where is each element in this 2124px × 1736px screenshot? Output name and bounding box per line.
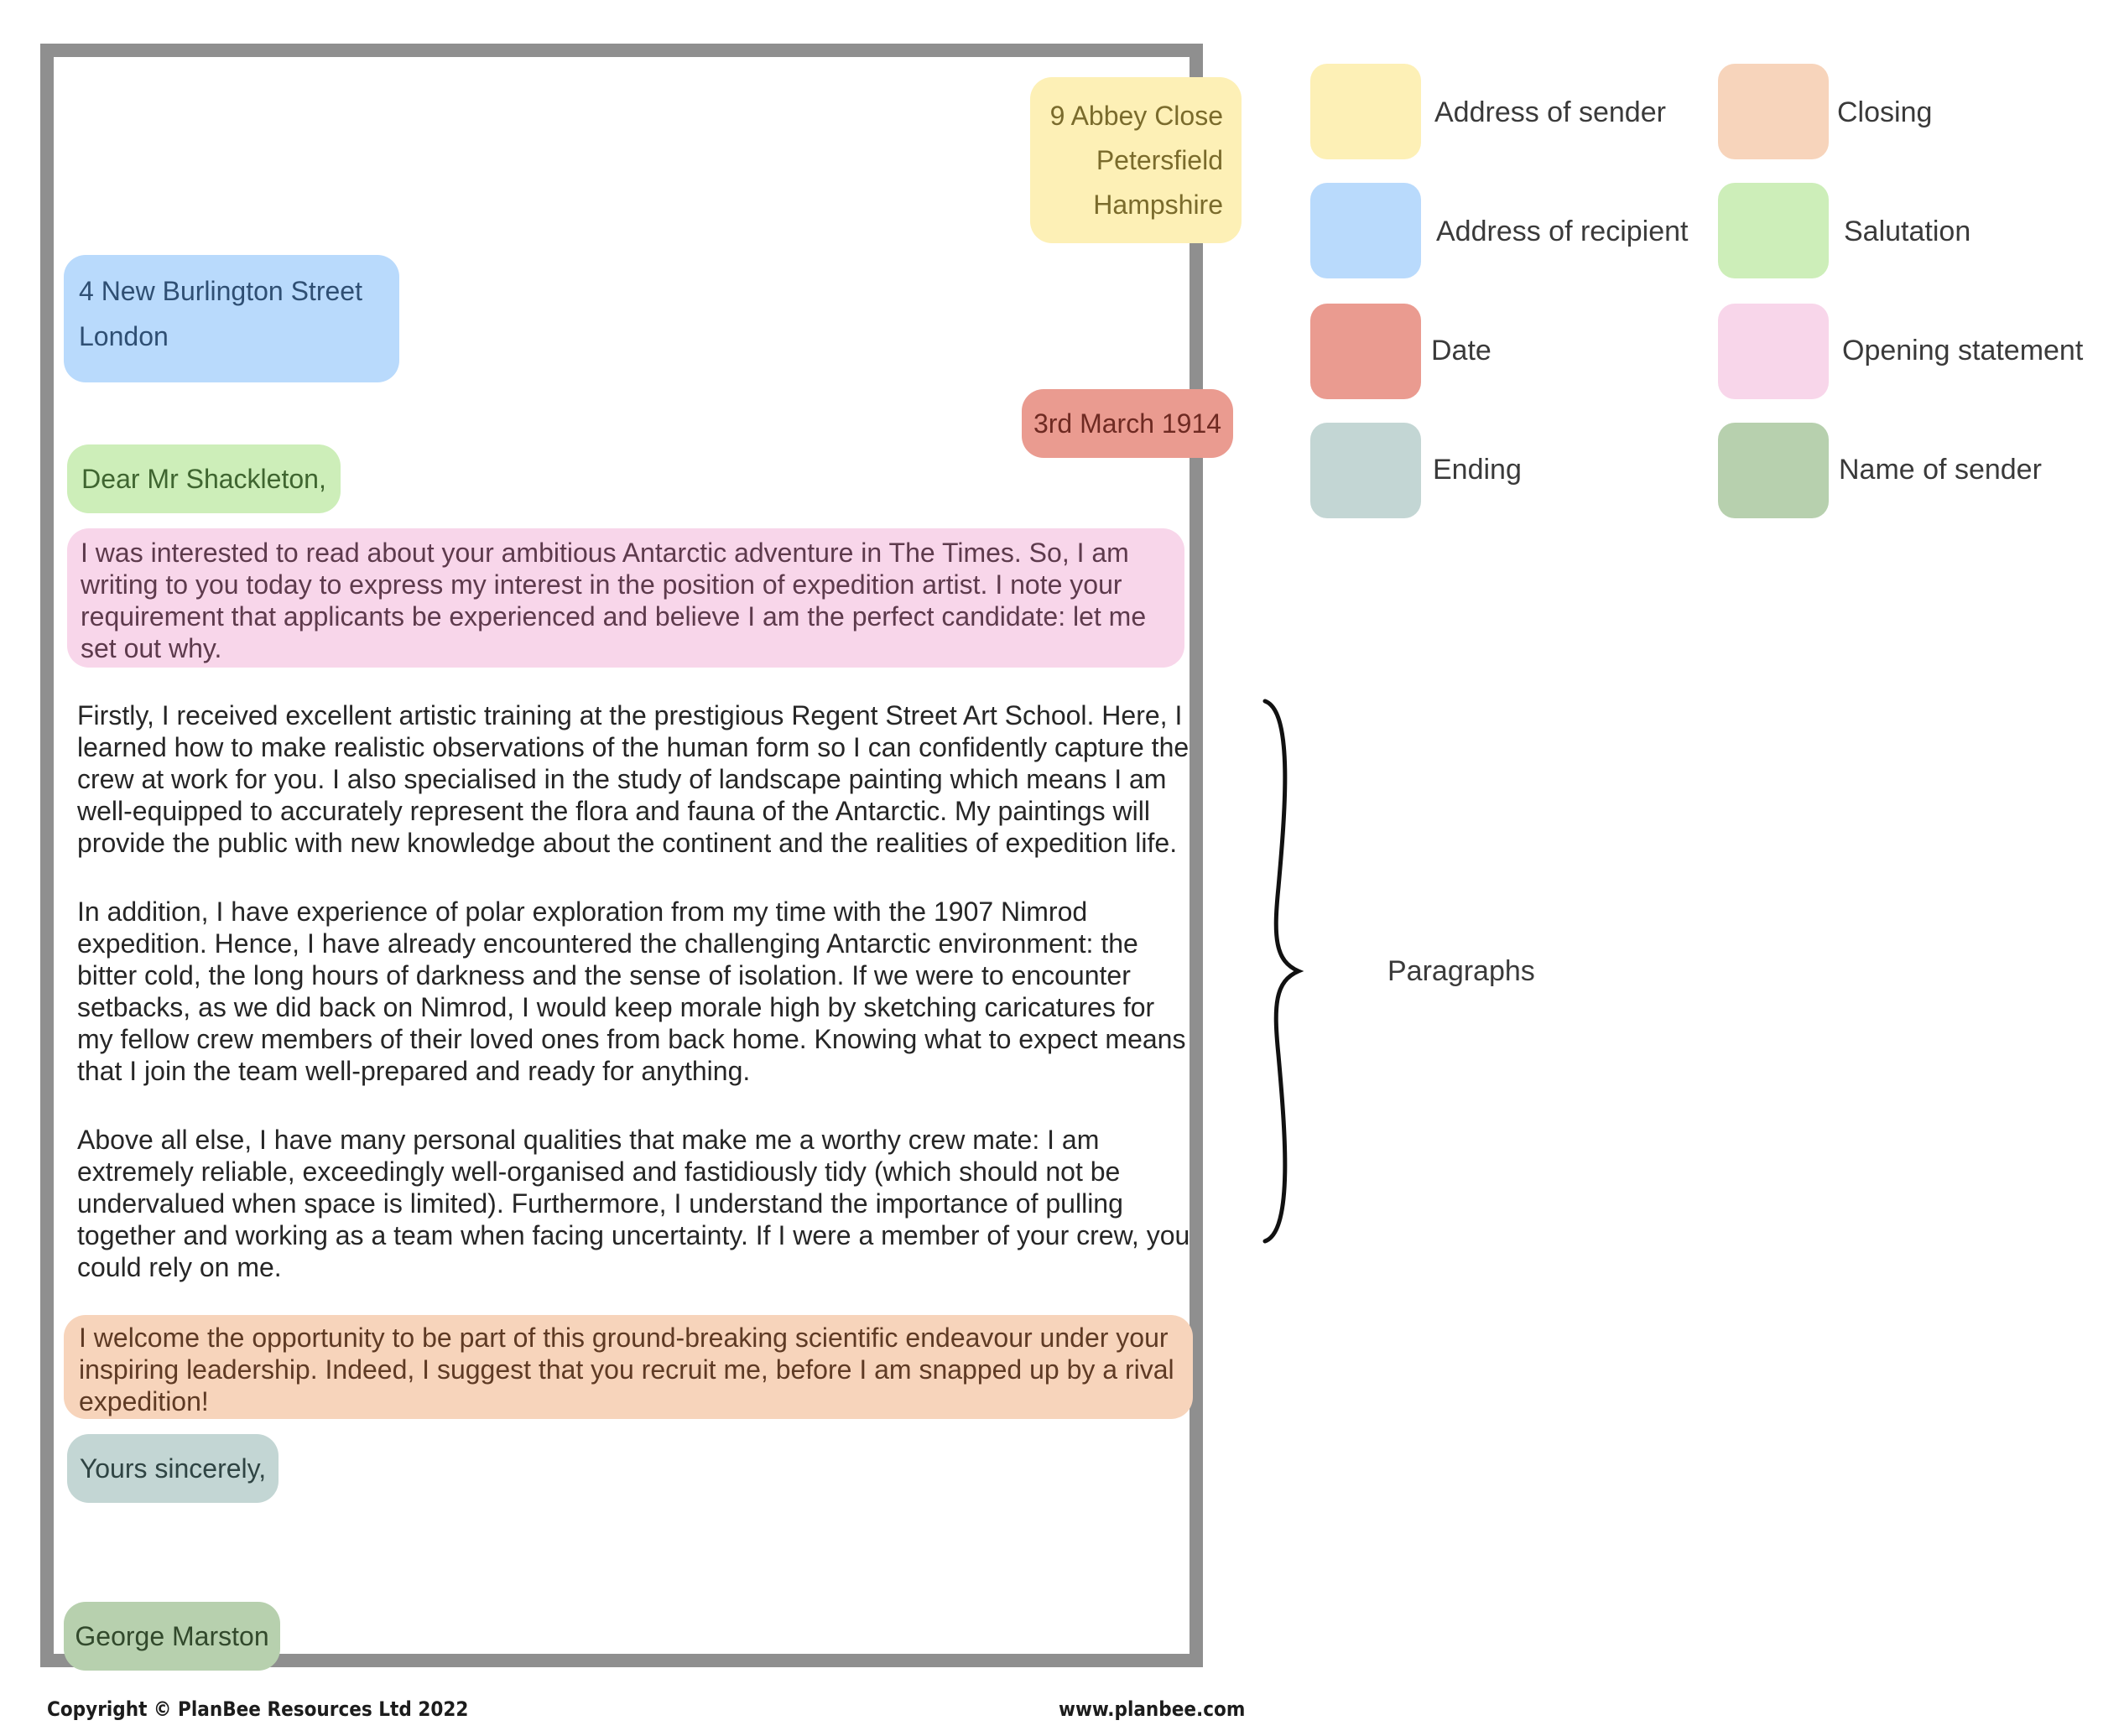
recipient-address-line: London [79, 321, 169, 351]
body-paragraph-2: In addition, I have experience of polar exploration from my time with the 1907 Nimrod expedition. Hence, I have already encountered the challenging Antarctic environment: the bitter cold, the long hours of darkness and the sense of isolation. If we were to encounter setbacks, as we did back on Nimrod, I would keep morale high by sketching caricatures for my fellow crew members of their loved ones from back home. Knowing what to expect means that I join the team well-prepared and ready for anything. [77, 897, 1186, 1086]
sender-address [1030, 77, 1242, 243]
legend-swatch-salutation [1718, 183, 1829, 278]
letter-date: 3rd March 1914 [1022, 389, 1233, 458]
recipient-address-line: 4 New Burlington Street [79, 276, 362, 306]
letter-page [40, 44, 1223, 1667]
body-paragraph-1: Firstly, I received excellent artistic training at the prestigious Regent Street Art School. Here, I learned how to make realistic observations of the human form so I can confidently capture the crew at work for you. I also specialised in the study of landscape painting which means I am well-equipped to accurately represent the flora and fauna of the Antarctic. My paintings will provide the public with new knowledge about the continent and the realities of expedition life. [77, 700, 1190, 858]
legend-label-recipient-address: Address of recipient [1436, 216, 1689, 247]
legend-swatch-closing [1718, 64, 1829, 159]
closing-paragraph: I welcome the opportunity to be part of this ground-breaking scientific endeavour under your inspiring leadership. Indeed, I suggest that you recruit me, before I am snapped up by a rival expedition! [64, 1315, 1193, 1419]
sender-name: George Marston [64, 1602, 280, 1671]
legend-swatch-ending [1310, 423, 1421, 518]
legend-swatch-sender-name [1718, 423, 1829, 518]
sender-address-line: Hampshire [1093, 190, 1223, 220]
legend-label-salutation: Salutation [1844, 216, 1971, 247]
legend-swatch-opening-statement [1718, 304, 1829, 399]
legend-swatch-recipient-address [1310, 183, 1421, 278]
salutation: Dear Mr Shackleton, [67, 444, 341, 513]
ending: Yours sincerely, [67, 1434, 279, 1503]
body-paragraph-3: Above all else, I have many personal qualities that make me a worthy crew mate: I am extremely reliable, exceedingly well-organised and fastidiously tidy (which should not be undervalued when space is limited). Furthermore, I understand the importance of pulling together and working as a team when facing uncertainty. If I were a member of your crew, you could rely on me. [77, 1125, 1190, 1282]
legend-label-date: Date [1431, 335, 1491, 366]
opening-statement: I was interested to read about your ambitious Antarctic adventure in The Times. So, I am writing to you today to express my interest in the position of expedition artist. I note your requirement that applicants be experienced and believe I am the perfect candidate: let me set out why. [67, 528, 1184, 668]
copyright-notice: Copyright © PlanBee Resources Ltd 2022 [47, 1697, 469, 1721]
legend-label-closing: Closing [1837, 96, 1933, 128]
legend-label-sender-address: Address of sender [1434, 96, 1666, 128]
sender-address-line: Petersfield [1096, 145, 1223, 175]
recipient-address [64, 255, 399, 382]
legend-label-sender-name: Name of sender [1839, 454, 2042, 486]
legend-swatch-sender-address [1310, 64, 1421, 159]
website-link[interactable]: www.planbee.com [1059, 1697, 1246, 1721]
legend-label-opening-statement: Opening statement [1842, 335, 2084, 366]
legend-swatch-date [1310, 304, 1421, 399]
sender-address-line: 9 Abbey Close [1049, 101, 1223, 131]
paragraphs-label: Paragraphs [1387, 955, 1535, 987]
legend-label-ending: Ending [1433, 454, 1522, 486]
paragraphs-brace [1258, 694, 1309, 1248]
